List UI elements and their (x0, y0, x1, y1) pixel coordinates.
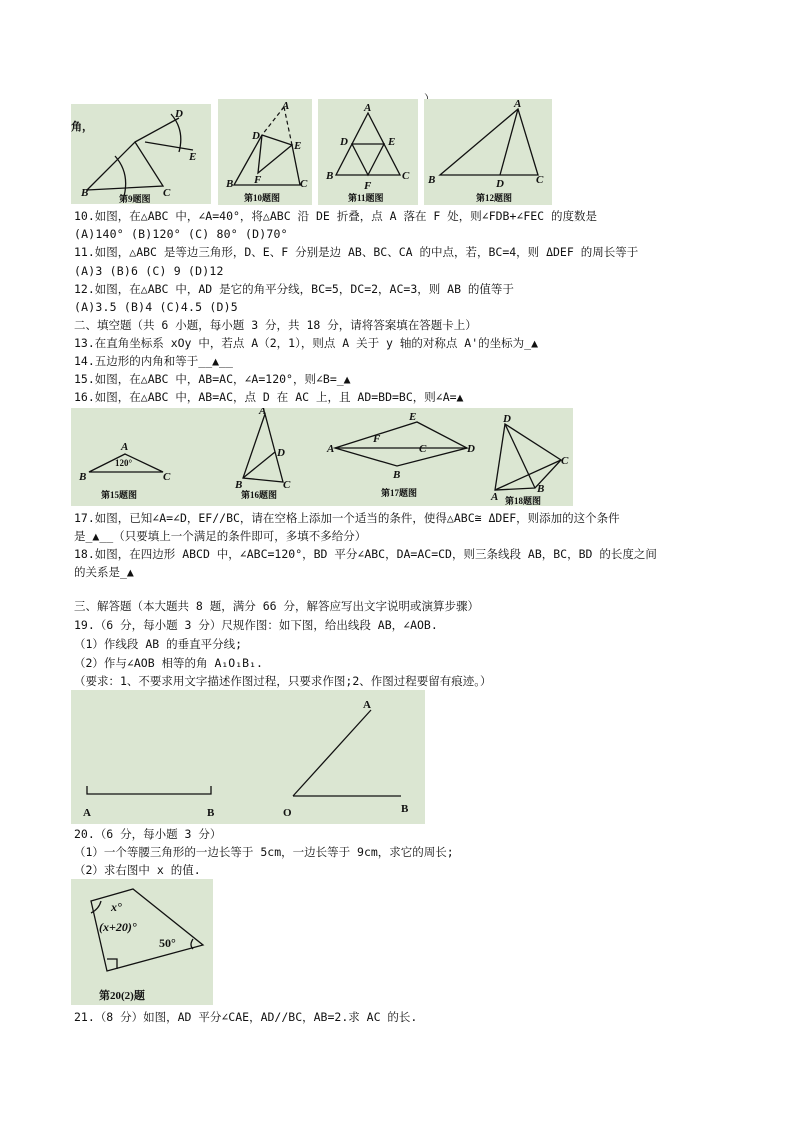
q19-part-2: （2）作与∠AOB 相等的角 A₁O₁B₁. (74, 656, 263, 670)
q19-text: 19.（6 分，每小题 3 分）尺规作图：如下图，给出线段 AB，∠AOB. (74, 618, 438, 632)
fig17-label-d: D (467, 443, 475, 455)
q15-text: 15.如图，在△ABC 中，AB=AC，∠A=120°，则∠B=_▲ (74, 372, 351, 386)
fig17-label-b: B (393, 469, 401, 481)
section-2-heading: 二、填空题（共 6 小题，每小题 3 分，共 18 分，请将答案填在答题卡上） (74, 318, 477, 332)
q16-text: 16.如图，在△ABC 中，AB=AC，点 D 在 AC 上，且 AD=BD=BC，则∠A=▲ (74, 390, 464, 404)
fig15-caption: 第15题图 (101, 490, 138, 500)
fig10-caption: 第10题图 (244, 193, 281, 203)
fig9-partial-text: 角， (71, 121, 93, 133)
q20-text: 20.（6 分，每小题 3 分） (74, 827, 222, 841)
figure-12 (424, 99, 552, 205)
fig16-label-d: D (277, 447, 285, 459)
fig12-label-b: B (428, 174, 436, 186)
fig20-label-50: 50° (159, 936, 176, 950)
q18-text: 18.如图，在四边形 ABCD 中，∠ABC=120°，BD 平分∠ABC，DA=AC=CD，则三条线段 AB，BC，BD 的长度之间 (74, 547, 657, 561)
figure-9 (71, 104, 211, 204)
fig10-label-a: A (282, 100, 290, 112)
q14-text: 14.五边形的内角和等于__▲__ (74, 354, 233, 368)
fig18-caption: 第18题图 (505, 496, 542, 506)
fig11-label-a: A (364, 102, 372, 114)
fig16-label-a: A (259, 408, 267, 417)
figure-10 (218, 99, 312, 205)
q19-part-1: （1）作线段 AB 的垂直平分线; (74, 637, 243, 651)
q12-text: 12.如图，在△ABC 中，AD 是它的角平分线，BC=5，DC=2，AC=3，则 AB 的值等于 (74, 282, 514, 296)
fig17-label-f: F (373, 433, 381, 445)
fig18-label-d: D (503, 413, 511, 425)
q13-text: 13.在直角坐标系 xOy 中，若点 A（2，1），则点 A 关于 y 轴的对称点 A'的坐标为_▲ (74, 336, 538, 350)
fig11-caption: 第11题图 (348, 193, 384, 203)
fig9-label-c: C (163, 187, 171, 199)
fig16-caption: 第16题图 (241, 490, 278, 500)
fig11-label-c: C (402, 170, 410, 182)
fig12-label-a: A (514, 99, 522, 110)
fig9-label-e: E (189, 151, 197, 163)
fig9-label-d: D (175, 108, 183, 120)
fig10-label-c: C (300, 178, 308, 190)
section-3-heading: 三、解答题（本大题共 8 题，满分 66 分，解答应写出文字说明或演算步骤） (74, 599, 479, 613)
q11-text: 11.如图，△ABC 是等边三角形，D、E、F 分别是边 AB、BC、CA 的中点，若，BC=4，则 ΔDEF 的周长等于 (74, 245, 639, 259)
q11-options: (A)3 (B)6 (C) 9 (D)12 (74, 264, 224, 278)
fig20-caption: 第20(2)题 (99, 990, 145, 1002)
q10-text: 10.如图，在△ABC 中，∠A=40°，将△ABC 沿 DE 折叠，点 A 落在 F 处，则∠FDB+∠FEC 的度数是 (74, 209, 598, 223)
fig15-label-angle: 120° (115, 458, 133, 468)
fig9-label-b: B (81, 187, 89, 199)
fig11-label-e: E (388, 136, 396, 148)
fig11-label-f: F (364, 180, 372, 192)
fig17-label-a: A (327, 443, 335, 455)
figure-20 (71, 879, 213, 1005)
q12-options: (A)3.5 (B)4 (C)4.5 (D)5 (74, 300, 238, 314)
fig17-label-c: C (419, 443, 427, 455)
q18-text-cont: 的关系是_▲ (74, 565, 134, 579)
fig10-label-d: D (252, 130, 260, 142)
fig15-label-b: B (79, 471, 87, 483)
fig17-caption: 第17题图 (381, 488, 418, 498)
q20-part-1: （1）一个等腰三角形的一边长等于 5cm，一边长等于 9cm，求它的周长; (74, 845, 454, 859)
fig19-label-b1: B (207, 807, 215, 819)
q20-part-2: （2）求右图中 x 的值. (74, 863, 201, 877)
fig19-label-o: O (283, 807, 292, 819)
fig9-caption: 第9题图 (119, 194, 151, 204)
q17-text: 17.如图，已知∠A=∠D，EF//BC，请在空格上添加一个适当的条件，使得△ABC≅ ΔDEF，则添加的这个条件 (74, 511, 620, 525)
fig12-caption: 第12题图 (476, 193, 513, 203)
fig19-label-b2: B (401, 803, 409, 815)
fig12-label-c: C (536, 174, 544, 186)
fig20-label-x-plus-20: (x+20)° (99, 920, 137, 934)
q17-text-cont: 是_▲__（只要填上一个满足的条件即可，多填不多给分） (74, 529, 367, 543)
fig10-label-f: F (254, 174, 262, 186)
fig16-label-b: B (235, 479, 243, 491)
fig11-label-b: B (326, 170, 334, 182)
figure-15-18-strip (71, 408, 573, 506)
fig18-label-a: A (491, 491, 499, 503)
fig10-label-b: B (226, 178, 234, 190)
fig10-label-e: E (294, 140, 302, 152)
fig18-label-b: B (537, 483, 545, 495)
fig12-label-d: D (496, 178, 504, 190)
fig19-label-a1: A (83, 807, 91, 819)
fig20-label-x: x° (111, 900, 122, 914)
fig17-label-e: E (409, 411, 417, 423)
fig11-label-d: D (340, 136, 348, 148)
fig15-label-a: A (121, 441, 129, 453)
figure-19 (71, 690, 425, 824)
q10-options: (A)140° (B)120° (C) 80° (D)70° (74, 227, 288, 241)
q21-text: 21.（8 分）如图，AD 平分∠CAE，AD//BC，AB=2.求 AC 的长. (74, 1010, 418, 1024)
q19-requirement: （要求：1、不要求用文字描述作图过程，只要求作图;2、作图过程要留有痕迹。） (74, 674, 492, 688)
fig18-label-c: C (561, 455, 569, 467)
fig15-label-c: C (163, 471, 171, 483)
figure-11 (318, 99, 418, 205)
fig19-label-a2: A (363, 699, 371, 711)
fig16-label-c: C (283, 479, 291, 491)
